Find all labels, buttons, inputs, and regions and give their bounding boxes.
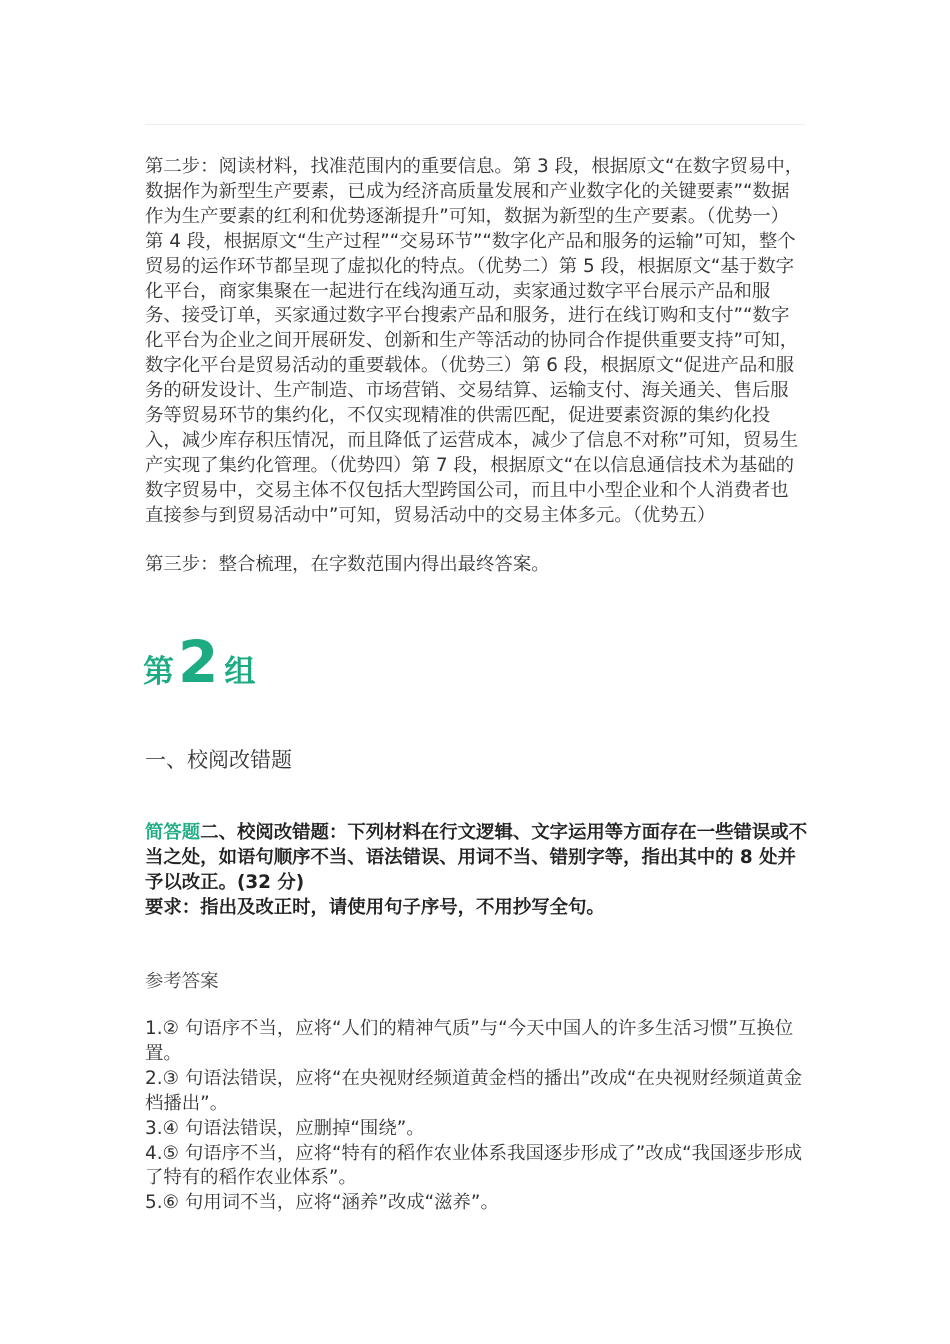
group-heading-suffix: 组 — [224, 654, 256, 690]
answer-item: 1.② 句语序不当，应将“人们的精神气质”与“今天中国人的许多生活习惯”互换位置。 — [145, 1018, 794, 1064]
question-text: 二、校阅改错题：下列材料在行文逻辑、文字运用等方面存在一些错误或不当之处，如语句顺序不当、语法错误、用词不当、错别字等，指出其中的 8 处并予以改正。(32 分) — [145, 822, 808, 893]
answer-list — [145, 1017, 810, 1216]
answer-label: 参考答案 — [145, 971, 219, 992]
group-heading-number: 2 — [178, 628, 219, 696]
question-block — [145, 820, 810, 920]
group-heading — [143, 628, 255, 698]
section-title: 一、校阅改错题 — [145, 748, 292, 772]
group-heading-prefix: 第 — [143, 654, 174, 690]
question-requirement: 要求：指出及改正时，请使用句子序号，不用抄写全句。 — [145, 897, 605, 918]
question-type-label: 简答题 — [145, 822, 201, 843]
answer-item: 2.③ 句语法错误，应将“在央视财经频道黄金档的播出”改成“在央视财经频道黄金档播出”。 — [145, 1067, 802, 1114]
analysis-step2-paragraph: 第二步：阅读材料，找准范围内的重要信息。第 3 段，根据原文“在数字贸易中，数据作为新型生产要素，已成为经济高质量发展和产业数字化的关键要素”“数据作为生产要素的红利和优势逐渐提升”可知，数据为新型的生产要素。（优势一）第 4 段，根据原文“生产过程”“交易环节”“数字化产品和服务的运输”可知，整个贸易的运作环节都呈现了虚拟化的特点。（优势二）第 5 段，根据原文“基于数字化平台，商家集聚在一起进行在线沟通互动，卖家通过数字平台展示产品和服务、接受订单，买家通过数字平台搜索产品和服务，进行在线订购和支付”“数字化平台为企业之间开展研发、创新和生产等活动的协同合作提供重要支持”可知，数字化平台是贸易活动的重要载体。（优势三）第 6 段，根据原文“促进产品和服务的研发设计、生产制造、市场营销、交易结算、运输支付、海关通关、售后服务等贸易环节的集约化，不仅实现精准的供需匹配，促进要素资源的集约化投入，减少库存积压情况，而且降低了运营成本，减少了信息不对称”可知，贸易生产实现了集约化管理。（优势四）第 7 段，根据原文“在以信息通信技术为基础的数字贸易中，交易主体不仅包括大型跨国公司，而且中小型企业和个人消费者也直接参与到贸易活动中”可知，贸易活动中的交易主体多元。（优势五） — [145, 156, 804, 526]
answer-item: 3.④ 句语法错误，应删掉“围绕”。 — [145, 1117, 425, 1139]
answer-item: 4.⑤ 句语序不当，应将“特有的稻作农业体系我国逐步形成了”改成“我国逐步形成了特有的稻作农业体系”。 — [145, 1142, 802, 1189]
analysis-step3-paragraph: 第三步：整合梳理，在字数范围内得出最终答案。 — [145, 554, 550, 575]
answer-item: 5.⑥ 句用词不当，应将“涵养”改成“滋养”。 — [145, 1192, 499, 1214]
top-divider — [145, 124, 805, 125]
